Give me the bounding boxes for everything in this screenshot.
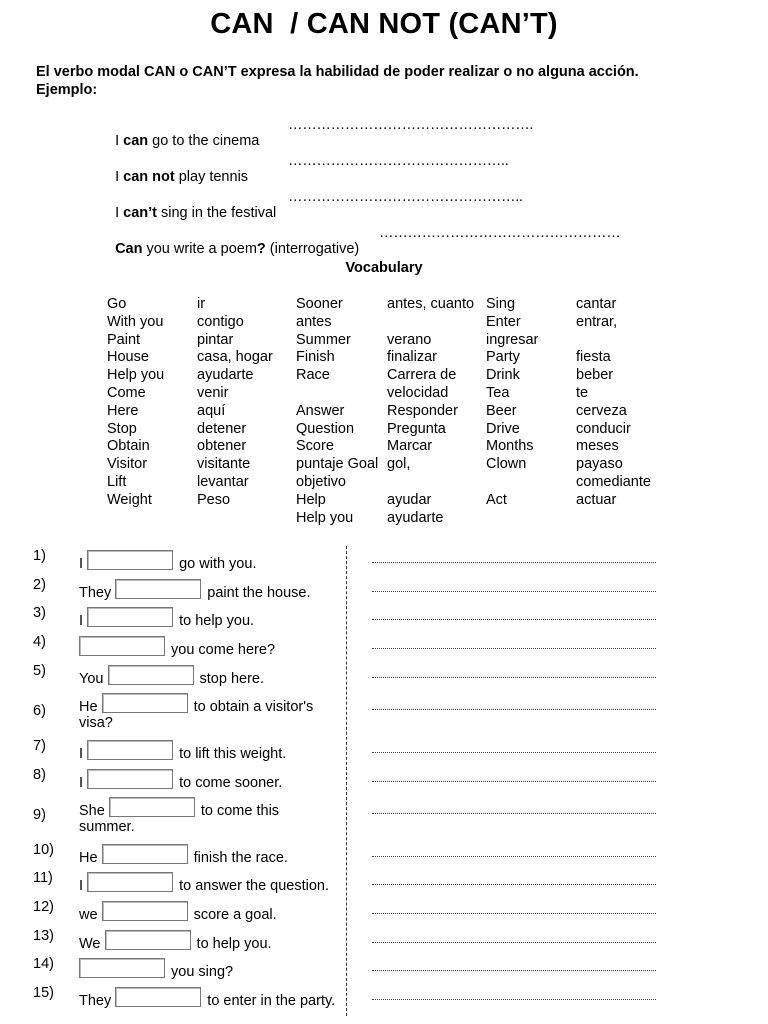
sentence-rest: score a goal. [189, 907, 277, 923]
vocab-entry: Paint [107, 331, 141, 348]
exercise-number: 9) [33, 807, 46, 823]
sentence-rest: to obtain a visitor's [189, 699, 314, 715]
vocab-entry: Pregunta [387, 420, 446, 437]
sentence-rest: to come this [196, 803, 280, 819]
vocab-column-2 [197, 296, 273, 510]
vocab-entry: conducir [576, 420, 631, 437]
vocab-entry: levantar [197, 473, 249, 490]
vocab-entry: Marcar [387, 438, 433, 455]
vocab-entry: ingresar [486, 331, 539, 348]
sentence-subject: He [79, 699, 102, 715]
vocab-entry: Carrera de [387, 367, 457, 384]
exercise-number: 2) [33, 577, 46, 593]
answer-box[interactable] [102, 693, 188, 713]
answer-box[interactable] [102, 901, 188, 921]
vocab-entry: fiesta [576, 349, 611, 366]
vocab-entry: Here [107, 402, 139, 419]
vocab-entry: Come [107, 384, 146, 401]
sentence-rest: to help you. [175, 613, 255, 629]
intro-line-2: Ejemplo: [36, 82, 98, 98]
vocab-entry: cantar [576, 296, 617, 312]
exercise-sentence [79, 930, 272, 952]
sentence-rest: to answer the question. [175, 878, 330, 894]
vocab-entry: Months [486, 438, 534, 455]
vocab-entry [486, 474, 538, 492]
vocab-column-1 [107, 296, 164, 510]
sentence-subject: I [79, 878, 88, 894]
exercise-sentence [79, 740, 286, 762]
exercise-number: 11) [33, 870, 53, 886]
answer-box[interactable] [79, 958, 165, 978]
exercise-number: 1) [33, 548, 46, 564]
answer-box[interactable] [115, 987, 201, 1007]
vocab-entry: Responder [387, 402, 458, 419]
answer-line[interactable] [372, 884, 656, 885]
answer-line[interactable] [372, 913, 656, 914]
vocab-entry: pintar [197, 331, 234, 348]
vocab-entry: Answer [296, 402, 345, 419]
sentence-subject: They [79, 585, 116, 601]
sentence-rest: to lift this weight. [175, 746, 287, 762]
vocab-entry: With you [107, 313, 164, 330]
exercise-number: 7) [33, 738, 46, 754]
example-4: Can you write a poem? (interrogative) …………………………………………… [115, 225, 621, 257]
vocab-entry: meses [576, 438, 619, 455]
example-1-dots: ……………………………………………. [288, 117, 534, 133]
sentence-subject: I [79, 556, 88, 572]
sentence-rest: paint the house. [203, 585, 311, 601]
vocab-entry: ayudarte [197, 367, 254, 384]
intro-line-1: El verbo modal CAN o CAN’T expresa la habilidad de poder realizar o no alguna acción. [36, 64, 639, 80]
vocab-entry: Help you [296, 509, 354, 526]
exercise-number: 15) [33, 985, 54, 1001]
sentence-continuation: summer. [79, 819, 135, 835]
vocab-entry: beber [576, 367, 614, 384]
example-4-dots: …………………………………………… [379, 225, 621, 241]
sentence-subject: We [79, 936, 105, 952]
sentence-subject: I [79, 775, 88, 791]
vocab-entry: Weight [107, 491, 152, 508]
example-3-dots: ………………………………………….. [288, 189, 523, 205]
answer-box[interactable] [87, 769, 173, 789]
sentence-subject: He [79, 850, 102, 866]
vocab-entry [387, 314, 474, 332]
vocabulary-title: Vocabulary [345, 260, 423, 276]
sentence-rest: go with you. [175, 556, 257, 572]
vocab-entry: aquí [197, 402, 226, 419]
example-1: I can go to the cinema ……………………………………………. [115, 117, 534, 149]
exercise-number: 8) [33, 767, 46, 783]
exercise-sentence [79, 579, 311, 601]
vocab-entry: Visitor [107, 456, 148, 473]
exercise-number: 5) [33, 663, 46, 679]
answer-line[interactable] [372, 677, 656, 678]
answer-box[interactable] [109, 797, 195, 817]
vocab-entry: entrar, [576, 313, 618, 330]
sentence-rest: you come here? [167, 642, 276, 658]
exercise-number: 13) [33, 928, 54, 944]
vocab-entry: obtener [197, 438, 247, 455]
worksheet-title: CAN / CAN NOT (CAN’T) [210, 8, 558, 40]
vocab-entry: te [576, 384, 589, 401]
answer-box[interactable] [115, 579, 201, 599]
answer-box[interactable] [87, 607, 173, 627]
answer-box[interactable] [79, 636, 165, 656]
vocab-entry: Clown [486, 456, 527, 473]
vocab-entry: Sooner [296, 296, 343, 312]
sentence-subject: You [79, 671, 108, 687]
vocab-entry: payaso [576, 456, 623, 473]
sentence-subject: I [79, 746, 88, 762]
sentence-rest: you sing? [167, 964, 234, 980]
vocab-entry: Obtain [107, 438, 150, 455]
vocab-entry: Go [107, 296, 127, 312]
exercise-number: 12) [33, 899, 54, 915]
vocab-entry: finalizar [387, 349, 437, 366]
vocab-entry: casa, hogar [197, 349, 273, 366]
answer-box[interactable] [102, 844, 188, 864]
vocab-entry: detener [197, 420, 247, 437]
vocab-entry: velocidad [387, 384, 449, 401]
vocab-entry: visitante [197, 456, 251, 473]
vocab-entry: Score [296, 438, 334, 455]
exercise-number: 10) [33, 842, 54, 858]
vocab-entry: venir [197, 384, 229, 401]
answer-line[interactable] [372, 999, 656, 1000]
answer-line[interactable] [372, 942, 656, 943]
example-2: I can not play tennis ……………………………………….. [115, 153, 509, 185]
vocab-entry: Drink [486, 367, 520, 384]
vocab-entry: House [107, 349, 149, 366]
vocab-entry: Stop [107, 420, 137, 437]
vocab-entry: Help you [107, 367, 165, 384]
column-divider [346, 546, 347, 1016]
answer-box[interactable] [108, 665, 194, 685]
exercise-sentence [79, 665, 264, 687]
vocab-entry: comediante [576, 473, 651, 490]
vocab-entry: Question [296, 420, 355, 437]
exercise-sentence [79, 901, 277, 923]
answer-line[interactable] [372, 752, 656, 753]
exercise-sentence [79, 693, 313, 731]
vocab-entry: gol, [387, 456, 411, 473]
sentence-rest: finish the race. [189, 850, 288, 866]
exercise-number: 14) [33, 956, 54, 972]
vocab-entry: Sing [486, 296, 516, 312]
vocab-entry: antes, cuanto [387, 296, 475, 312]
vocab-entry: ayudar [387, 491, 432, 508]
vocab-column-5 [486, 296, 538, 510]
exercise-number: 6) [33, 703, 46, 719]
sentence-subject: I [79, 613, 88, 629]
sentence-subject: She [79, 803, 109, 819]
answer-line[interactable] [372, 813, 656, 814]
vocab-entry [296, 385, 378, 403]
vocab-entry: Race [296, 367, 330, 384]
vocab-entry [576, 332, 651, 350]
exercise-sentence [79, 550, 256, 572]
answer-line[interactable] [372, 648, 656, 649]
exercise-sentence [79, 872, 329, 894]
answer-box[interactable] [87, 550, 173, 570]
vocab-entry: Peso [197, 491, 231, 508]
vocab-column-6 [576, 296, 651, 510]
vocab-column-4 [387, 296, 474, 527]
vocab-entry: verano [387, 331, 432, 348]
vocab-entry: Tea [486, 384, 510, 401]
vocab-entry: Party [486, 349, 520, 366]
vocab-entry: Enter [486, 313, 521, 330]
vocab-entry: ir [197, 296, 206, 312]
sentence-continuation: visa? [79, 715, 113, 731]
vocab-entry: Lift [107, 473, 127, 490]
exercise-sentence [79, 987, 335, 1009]
example-3: I can’t sing in the festival ………………………………………….. [115, 189, 523, 221]
sentence-rest: stop here. [195, 671, 265, 687]
vocab-entry: Help [296, 491, 326, 508]
vocab-entry: objetivo [296, 473, 346, 490]
example-2-dots: ……………………………………….. [288, 153, 509, 169]
answer-box[interactable] [87, 872, 173, 892]
answer-box[interactable] [87, 740, 173, 760]
exercise-sentence [79, 769, 282, 791]
answer-box[interactable] [105, 930, 191, 950]
vocab-entry: puntaje Goal [296, 456, 379, 473]
vocab-entry: actuar [576, 491, 617, 508]
answer-line[interactable] [372, 856, 656, 857]
intro-text [36, 63, 639, 99]
vocab-entry [387, 474, 474, 492]
sentence-subject: we [79, 907, 102, 923]
vocab-entry: ayudarte [387, 509, 444, 526]
answer-line[interactable] [372, 781, 656, 782]
exercise-sentence [79, 636, 275, 658]
exercise-sentence [79, 797, 279, 835]
answer-line[interactable] [372, 970, 656, 971]
answer-line[interactable] [372, 591, 656, 592]
vocab-entry: antes [296, 313, 332, 330]
exercise-sentence [79, 607, 254, 629]
vocab-entry: Act [486, 491, 507, 508]
answer-line[interactable] [372, 562, 656, 563]
vocab-entry: cerveza [576, 402, 627, 419]
sentence-subject: They [79, 993, 116, 1009]
exercise-sentence [79, 844, 288, 866]
exercise-number: 3) [33, 605, 46, 621]
vocab-entry: Beer [486, 402, 517, 419]
vocab-entry: Summer [296, 331, 351, 348]
answer-line[interactable] [372, 619, 656, 620]
vocab-column-3 [296, 296, 378, 527]
exercise-number: 4) [33, 634, 46, 650]
exercise-sentence [79, 958, 233, 980]
sentence-rest: to enter in the party. [203, 993, 336, 1009]
sentence-rest: to come sooner. [175, 775, 283, 791]
vocab-entry: Finish [296, 349, 335, 366]
sentence-rest: to help you. [192, 936, 272, 952]
vocab-entry: contigo [197, 313, 244, 330]
answer-line[interactable] [372, 709, 656, 710]
vocab-entry: Drive [486, 420, 520, 437]
